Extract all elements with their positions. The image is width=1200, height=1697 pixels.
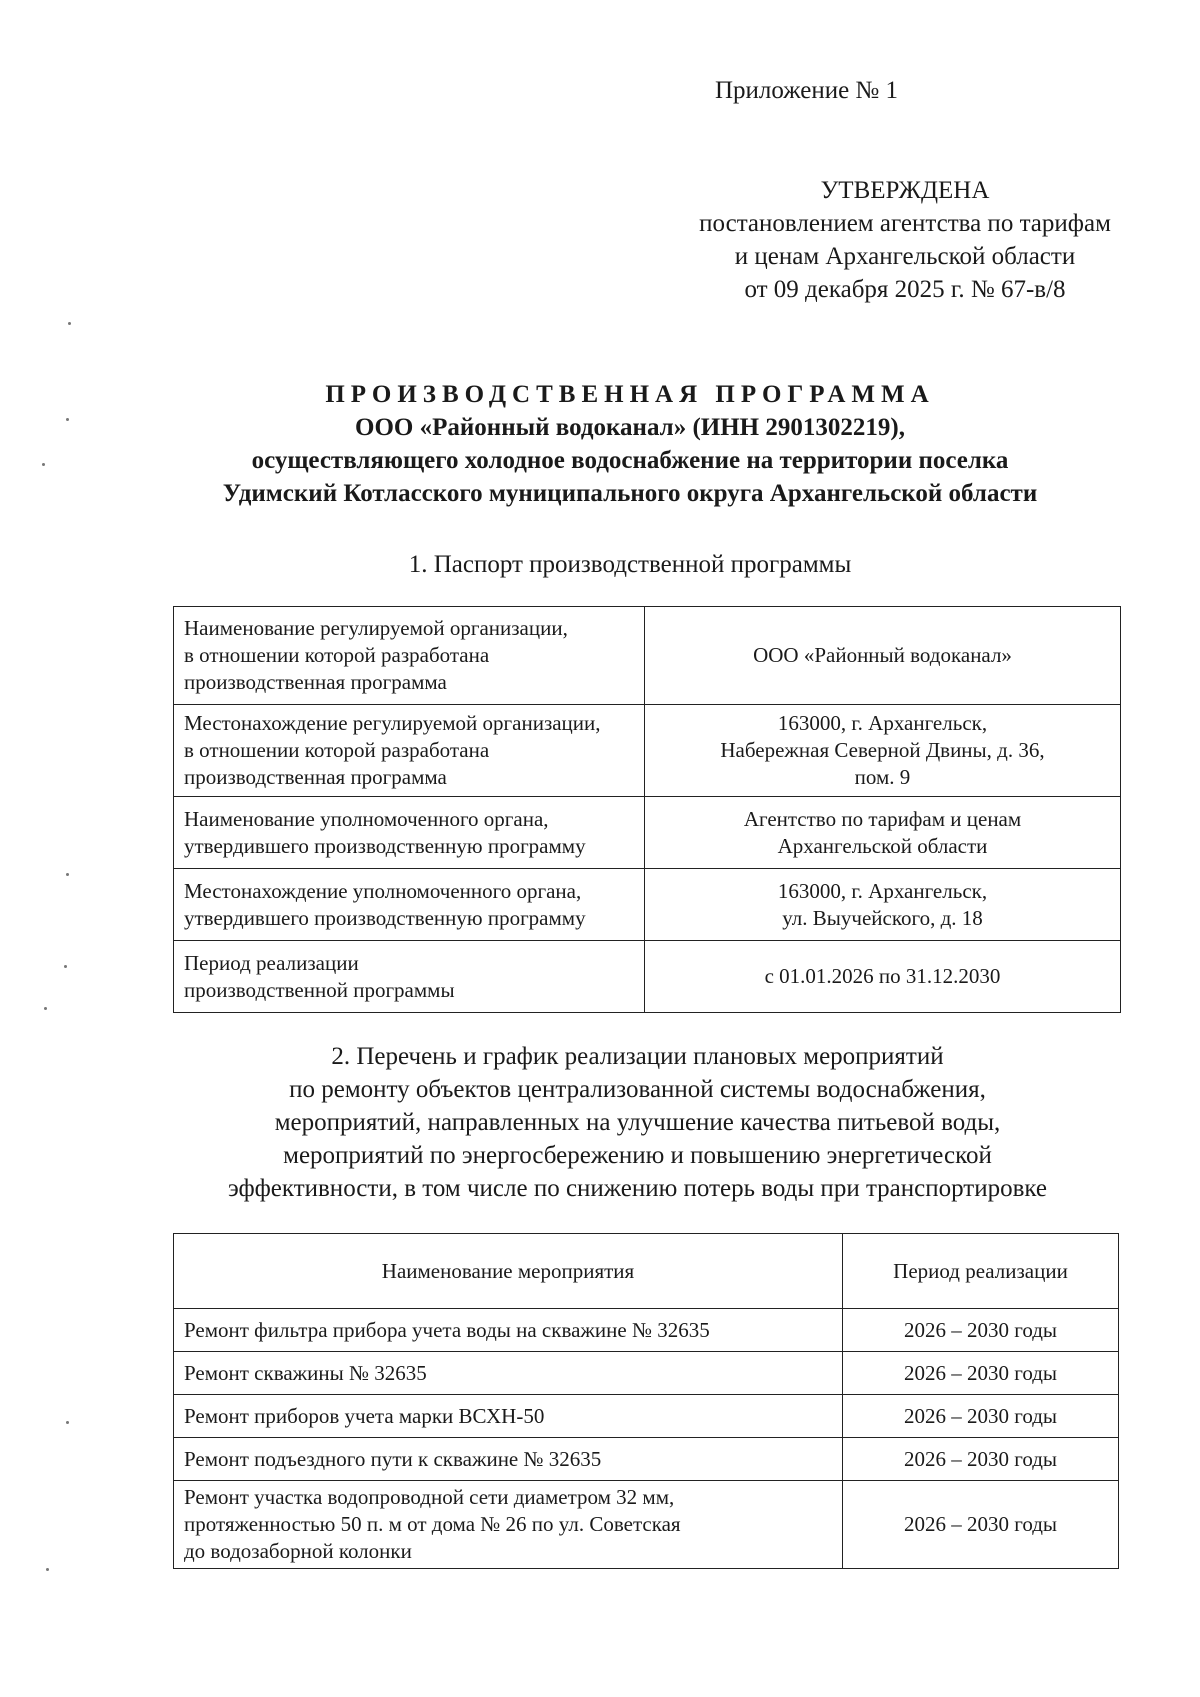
program-title-line-2: осуществляющего холодное водоснабжение на территории поселка bbox=[251, 447, 1009, 474]
section2-heading-line: мероприятий, направленных на улучшение качества питьевой воды, bbox=[274, 1109, 1001, 1136]
activity-name-cell bbox=[174, 1395, 843, 1438]
section2-heading-line: 2. Перечень и график реализации плановых мероприятий bbox=[331, 1043, 944, 1070]
cell-line: протяженностью 50 п. м от дома № 26 по ул. Советская bbox=[184, 1512, 681, 1536]
table-row bbox=[174, 1352, 1119, 1395]
scan-speck bbox=[66, 418, 69, 421]
cell-line: производственная программа bbox=[184, 670, 447, 694]
table-row bbox=[174, 705, 1121, 797]
activity-name-cell bbox=[174, 1352, 843, 1395]
passport-value-cell bbox=[645, 607, 1121, 705]
cell-line: пом. 9 bbox=[854, 765, 911, 789]
passport-label-cell bbox=[174, 941, 645, 1013]
scan-speck bbox=[66, 1421, 69, 1424]
annex-label: Приложение № 1 bbox=[715, 77, 899, 104]
section2-heading-line: мероприятий по энергосбережению и повышению энергетической bbox=[283, 1142, 992, 1169]
cell-line: Период реализации bbox=[184, 950, 359, 975]
program-title-line-3: Удимский Котласского муниципального округа Архангельской области bbox=[222, 480, 1038, 507]
activities-table bbox=[173, 1233, 1119, 1569]
cell-line: Местонахождение уполномоченного органа, bbox=[184, 878, 582, 903]
activity-name-cell bbox=[174, 1481, 843, 1569]
cell-line: 163000, г. Архангельск, bbox=[777, 711, 988, 735]
scan-speck bbox=[42, 463, 45, 466]
cell-line: в отношении которой разработана bbox=[184, 738, 490, 762]
passport-label-cell bbox=[174, 797, 645, 869]
column-header-name: Наименование мероприятия bbox=[174, 1234, 843, 1309]
section2-heading bbox=[150, 1040, 1125, 1205]
program-heading: ПРОИЗВОДСТВЕННАЯ ПРОГРАММА bbox=[325, 381, 935, 408]
cell-line: Наименование регулируемой организации, bbox=[184, 616, 568, 640]
activity-period-cell: 2026 – 2030 годы bbox=[843, 1352, 1119, 1395]
passport-label-cell bbox=[174, 705, 645, 797]
activity-period-cell: 2026 – 2030 годы bbox=[843, 1395, 1119, 1438]
approval-line-2: и ценам Архангельской области bbox=[734, 243, 1076, 270]
cell-line: Ремонт приборов учета марки ВСХН-50 bbox=[184, 1403, 545, 1428]
section2-heading-line: по ремонту объектов централизованной системы водоснабжения, bbox=[289, 1076, 986, 1103]
activity-period-cell: 2026 – 2030 годы bbox=[843, 1481, 1119, 1569]
scan-speck bbox=[66, 873, 69, 876]
cell-line: производственная программа bbox=[184, 765, 447, 789]
cell-line: Наименование уполномоченного органа, bbox=[184, 806, 549, 831]
table-row bbox=[174, 797, 1121, 869]
cell-line: Ремонт участка водопроводной сети диаметром 32 мм, bbox=[184, 1485, 675, 1509]
scan-speck bbox=[64, 965, 67, 968]
cell-line: производственной программы bbox=[184, 977, 455, 1002]
table-row bbox=[174, 941, 1121, 1013]
scan-speck bbox=[68, 322, 71, 325]
cell-line: ООО «Районный водоканал» bbox=[753, 643, 1012, 667]
section2-heading-line: эффективности, в том числе по снижению потерь воды при транспортировке bbox=[227, 1175, 1048, 1202]
cell-line: Архангельской области bbox=[777, 833, 988, 858]
table-row bbox=[174, 607, 1121, 705]
approval-line-1: постановлением агентства по тарифам bbox=[699, 210, 1111, 237]
cell-line: Агентство по тарифам и ценам bbox=[743, 806, 1022, 831]
cell-line: Ремонт подъездного пути к скважине № 32635 bbox=[184, 1446, 602, 1471]
approved-label: УТВЕРЖДЕНА bbox=[820, 177, 990, 204]
cell-line: Ремонт фильтра прибора учета воды на скважине № 32635 bbox=[184, 1317, 710, 1342]
table-row bbox=[174, 869, 1121, 941]
column-header-period: Период реализации bbox=[843, 1234, 1119, 1309]
passport-value-cell bbox=[645, 869, 1121, 941]
cell-line: Ремонт скважины № 32635 bbox=[184, 1360, 427, 1385]
table-row bbox=[174, 1309, 1119, 1352]
scan-speck bbox=[44, 1007, 47, 1010]
activity-period-cell: 2026 – 2030 годы bbox=[843, 1438, 1119, 1481]
cell-line: утвердившего производственную программу bbox=[184, 905, 586, 930]
cell-line: ул. Выучейского, д. 18 bbox=[782, 905, 983, 930]
cell-line: в отношении которой разработана bbox=[184, 643, 490, 667]
approval-line-3: от 09 декабря 2025 г. № 67-в/8 bbox=[744, 276, 1066, 303]
cell-line: утвердившего производственную программу bbox=[184, 833, 586, 858]
cell-line: Набережная Северной Двины, д. 36, bbox=[720, 738, 1045, 762]
scan-speck bbox=[46, 1568, 49, 1571]
cell-line: с 01.01.2026 по 31.12.2030 bbox=[764, 964, 1001, 988]
passport-value-cell bbox=[645, 941, 1121, 1013]
passport-table bbox=[173, 606, 1121, 1013]
table-row bbox=[174, 1438, 1119, 1481]
program-title-line-1: ООО «Районный водоканал» (ИНН 2901302219), bbox=[355, 414, 905, 441]
passport-label-cell bbox=[174, 607, 645, 705]
table-row bbox=[174, 1395, 1119, 1438]
cell-line: до водозаборной колонки bbox=[184, 1539, 412, 1563]
passport-value-cell bbox=[645, 705, 1121, 797]
approval-block bbox=[645, 77, 1165, 306]
cell-line: Местонахождение регулируемой организации, bbox=[184, 711, 601, 735]
passport-label-cell bbox=[174, 869, 645, 941]
table-header-row bbox=[174, 1234, 1119, 1309]
table-row bbox=[174, 1481, 1119, 1569]
program-title bbox=[150, 378, 1110, 510]
cell-line: 163000, г. Архангельск, bbox=[777, 878, 988, 903]
passport-value-cell bbox=[645, 797, 1121, 869]
activity-period-cell: 2026 – 2030 годы bbox=[843, 1309, 1119, 1352]
activity-name-cell bbox=[174, 1309, 843, 1352]
activity-name-cell bbox=[174, 1438, 843, 1481]
section1-heading: 1. Паспорт производственной программы bbox=[408, 551, 852, 578]
